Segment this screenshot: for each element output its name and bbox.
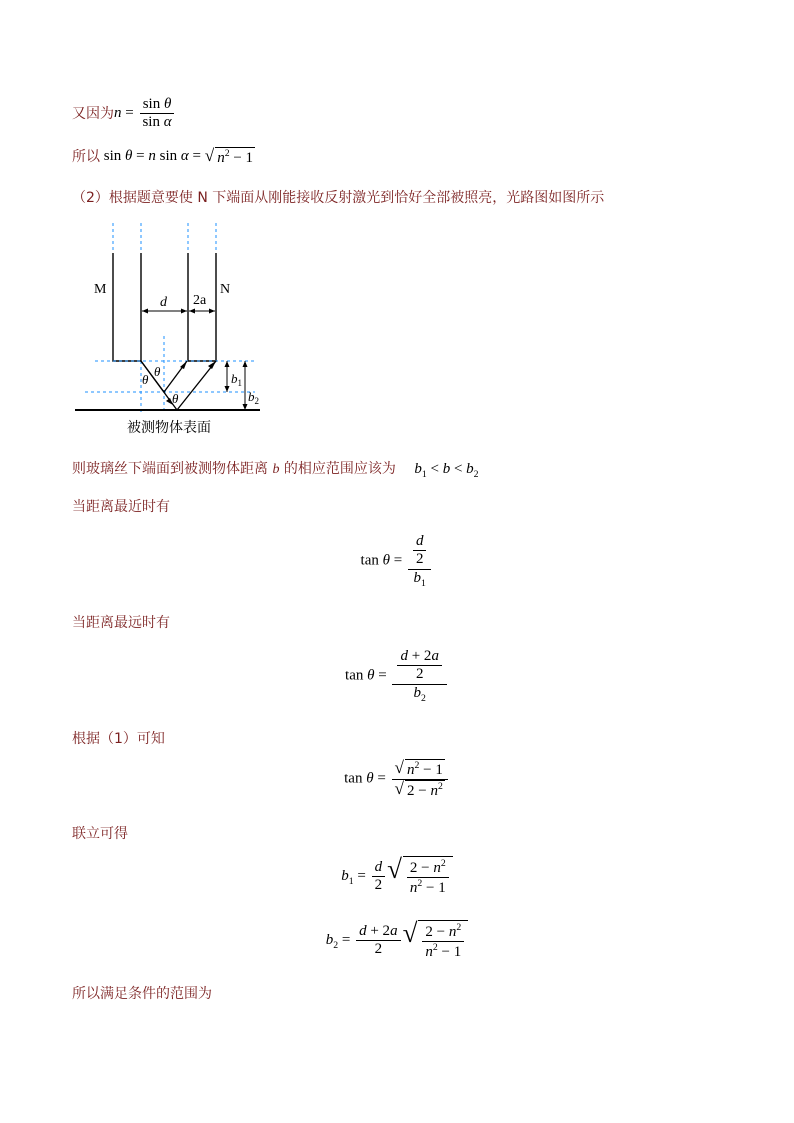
formula-b1: $b_1$ = $\frac{d}{2}$ √ $\frac{2 - n^2}{n^2 - 1}$ xyxy=(0,856,794,898)
line-n-definition xyxy=(72,96,177,132)
label-theta-2: θ xyxy=(154,364,161,379)
label-b1: $b_1$ xyxy=(231,371,242,388)
light-rays xyxy=(141,361,216,410)
formula-tan-n: tan θ = √ $n^2 - 1$ √ $2 - n^2$ xyxy=(0,759,794,799)
formula-n: n = $\frac{\text{sin θ}}{\text{sin α}}$ xyxy=(114,105,177,121)
range-var: b xyxy=(272,462,280,477)
light-path-diagram xyxy=(70,218,270,440)
nearest-text: 当距离最近时有 xyxy=(72,499,170,515)
label-theta-1: θ xyxy=(142,372,149,387)
fiber-dash-extensions xyxy=(113,223,216,253)
label-N: N xyxy=(220,282,231,297)
final-text: 所以满足条件的范围为 xyxy=(72,986,212,1002)
combine-text: 联立可得 xyxy=(72,826,128,842)
range-prefix: 则玻璃丝下端面到被测物体距离 xyxy=(72,461,268,477)
label-2a: 2a xyxy=(193,293,207,308)
fiber-M xyxy=(113,253,141,361)
label-d: d xyxy=(160,295,167,310)
line-range xyxy=(72,458,479,480)
label-M: M xyxy=(94,282,107,297)
formula-range: $b_1 < b < b_2$ xyxy=(414,461,479,480)
formula-tan-nearest: tan θ = $\frac{\frac{d}{2}}{b_1}$ xyxy=(0,533,794,589)
formula-b2: $b_2$ = $\frac{d + 2a}{2}$ √ $\frac{2 - n^2}{n^2 - 1}$ xyxy=(0,920,794,962)
from1-text: 根据（1）可知 xyxy=(72,731,165,747)
line-sin-theta xyxy=(72,146,255,166)
diagram-caption: 被测物体表面 xyxy=(127,420,211,436)
part2-text: （2）根据题意要使 N 下端面从刚能接收反射激光到恰好全部被照亮，光路图如图所示 xyxy=(72,190,605,206)
label-theta-3: θ xyxy=(172,391,179,406)
because-text: 又因为 xyxy=(72,106,114,123)
farthest-text: 当距离最远时有 xyxy=(72,615,170,631)
label-b2: $b_2$ xyxy=(248,389,259,406)
formula-sin-theta: sin θ = n sin α = √ $n^2 - 1$ xyxy=(100,145,254,166)
range-suffix: 的相应范围应该为 xyxy=(283,461,396,477)
so-text: 所以 xyxy=(72,149,100,165)
formula-tan-farthest: tan θ = $\frac{\frac{d + 2a}{2}}{b_2}$ xyxy=(0,648,794,704)
